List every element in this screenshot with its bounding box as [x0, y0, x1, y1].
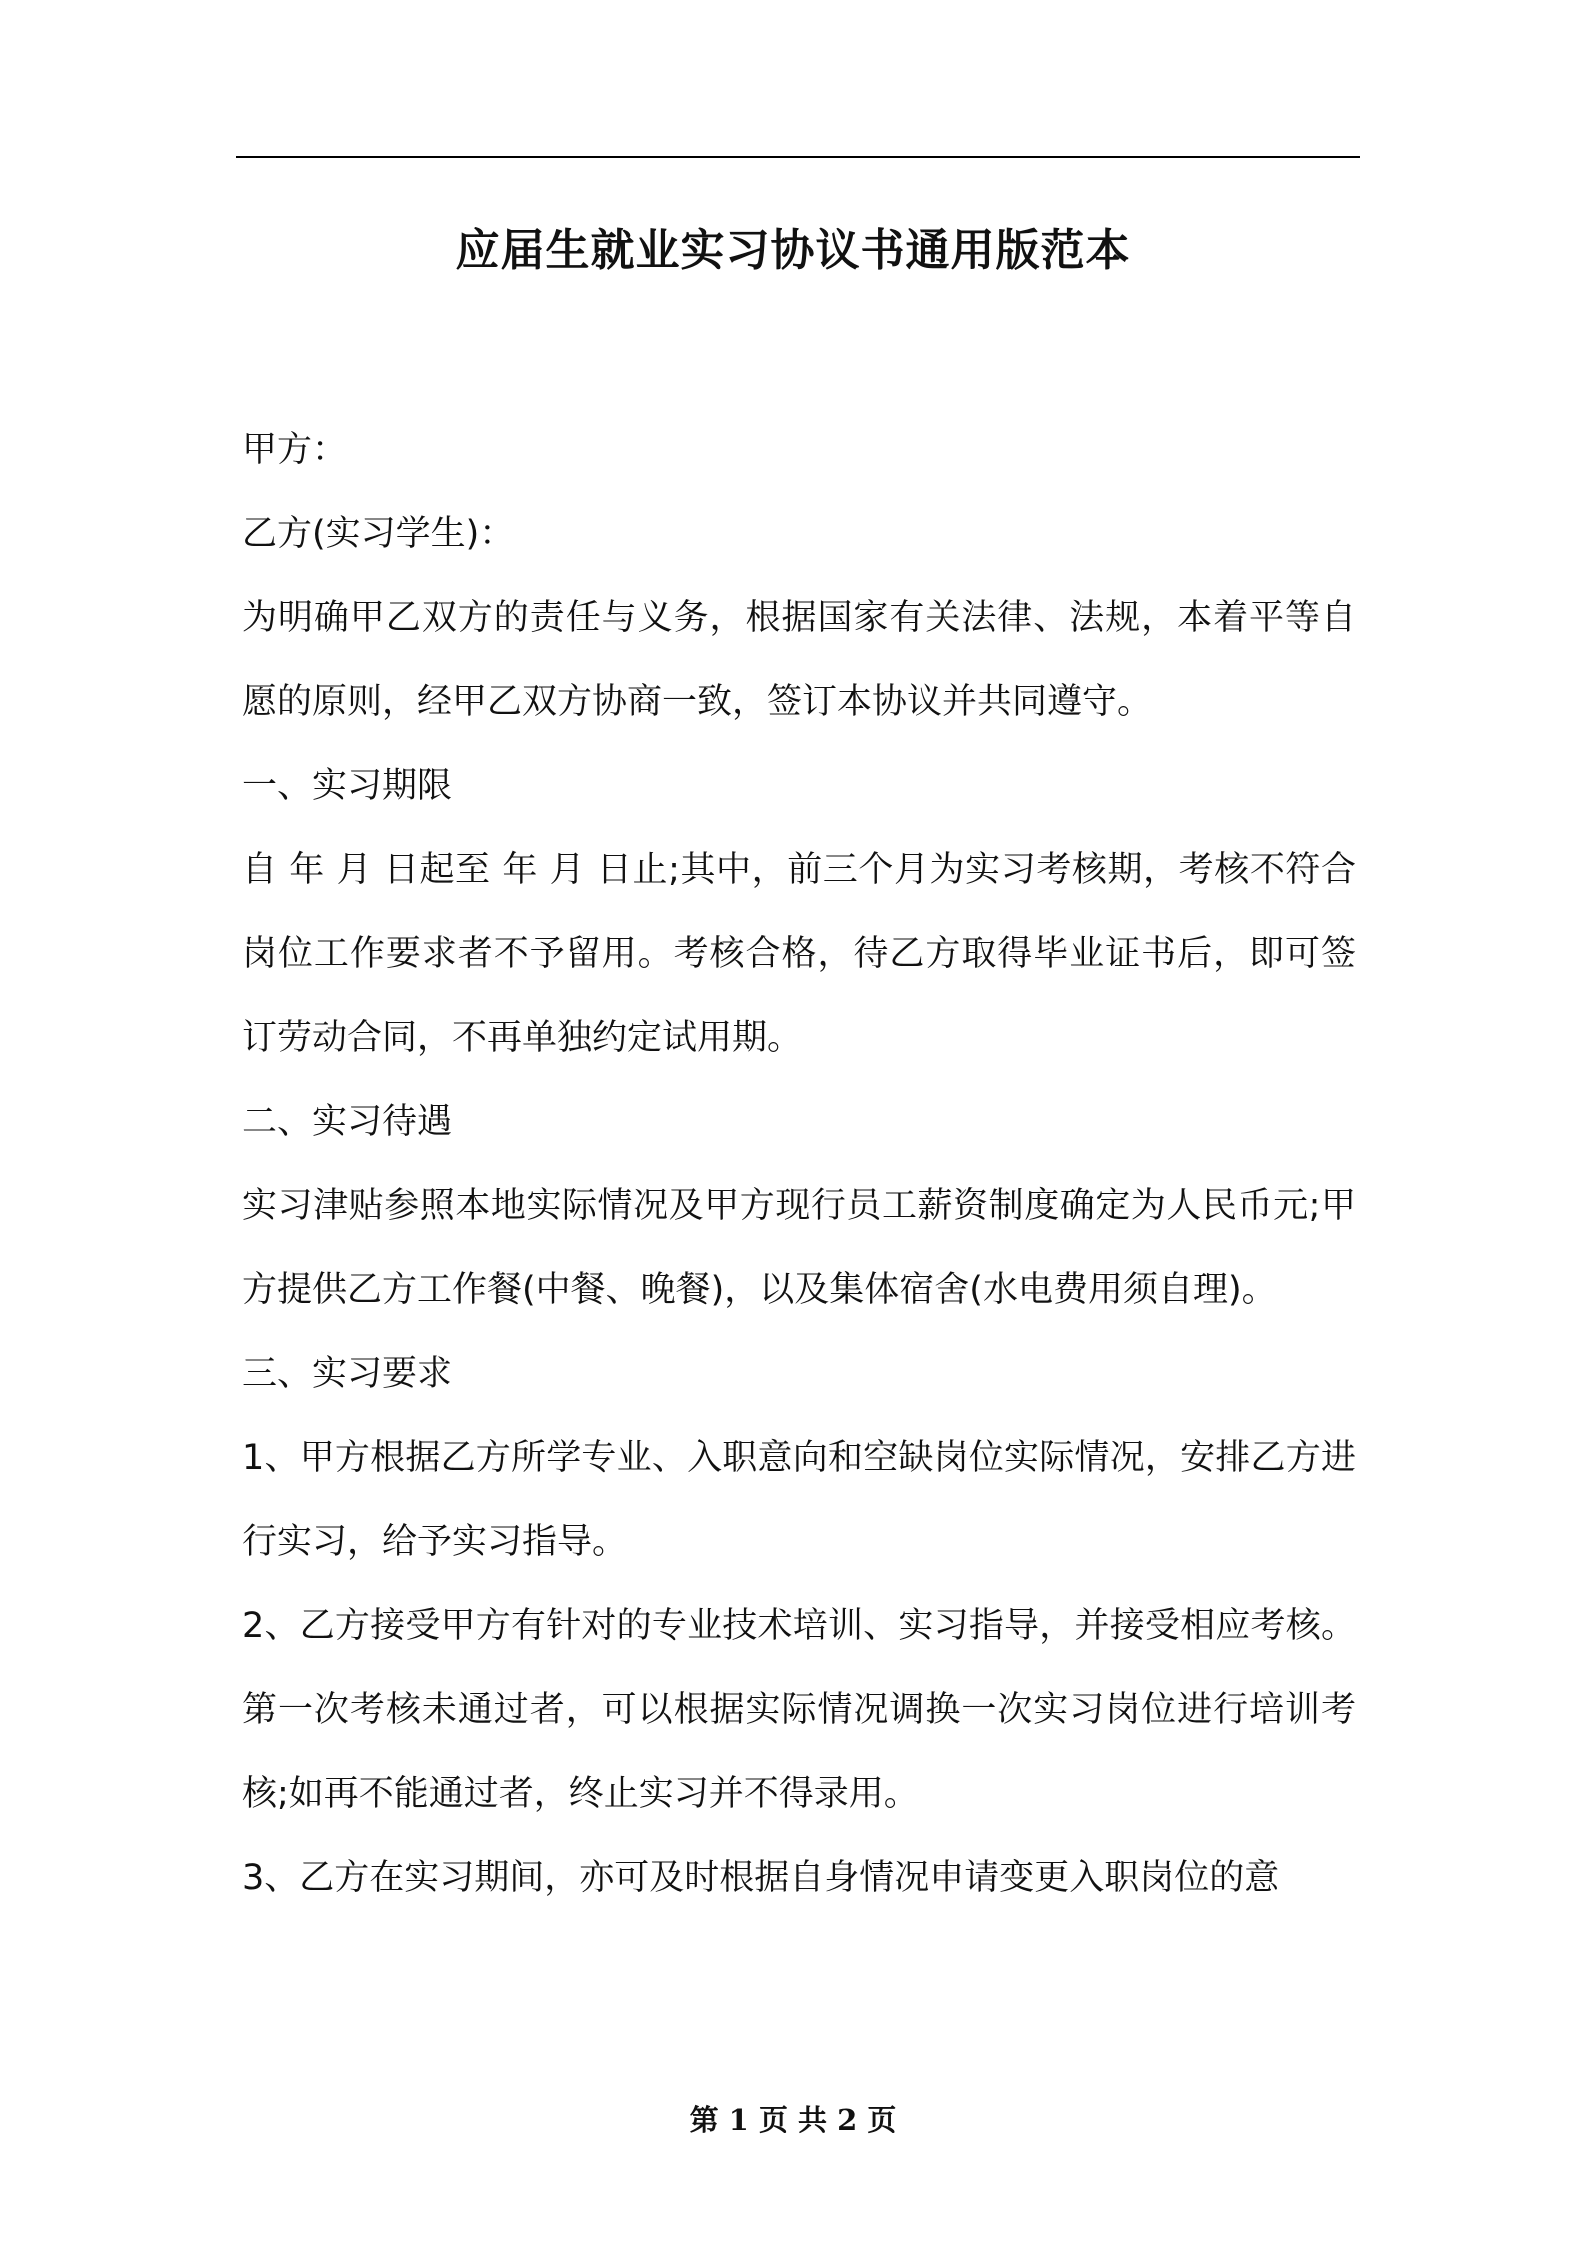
header-rule [236, 156, 1360, 158]
party-a-line: 甲方： [242, 430, 348, 470]
requirement-item-3: 3、乙方在实习期间，亦可及时根据自身情况申请变更入职岗位的意 [242, 1858, 1280, 1898]
page-number-footer: 第 1 页 共 2 页 [689, 2103, 897, 2137]
document-body [242, 408, 1356, 1920]
section-heading-requirements: 三、实习要求 [242, 1354, 453, 1394]
compensation-paragraph: 实习津贴参照本地实际情况及甲方现行员工薪资制度确定为人民币元;甲方提供乙方工作餐(中餐、晚餐)，以及集体宿舍(水电费用须自理)。 [242, 1186, 1356, 1310]
section-heading-compensation: 二、实习待遇 [242, 1102, 453, 1142]
document-title: 应届生就业实习协议书通用版范本 [455, 225, 1131, 276]
requirement-item-1: 1、甲方根据乙方所学专业、入职意向和空缺岗位实际情况，安排乙方进行实习，给予实习指导。 [242, 1438, 1356, 1562]
section-heading-term: 一、实习期限 [242, 766, 453, 806]
term-paragraph: 自 年 月 日起至 年 月 日止;其中，前三个月为实习考核期，考核不符合岗位工作要求者不予留用。考核合格，待乙方取得毕业证书后，即可签订劳动合同，不再单独约定试用期。 [242, 850, 1356, 1058]
preamble-paragraph: 为明确甲乙双方的责任与义务，根据国家有关法律、法规，本着平等自愿的原则，经甲乙双方协商一致，签订本协议并共同遵守。 [242, 598, 1356, 722]
requirement-item-2: 2、乙方接受甲方有针对的专业技术培训、实习指导，并接受相应考核。第一次考核未通过者，可以根据实际情况调换一次实习岗位进行培训考核;如再不能通过者，终止实习并不得录用。 [242, 1606, 1356, 1814]
party-b-line: 乙方(实习学生)： [242, 514, 515, 554]
